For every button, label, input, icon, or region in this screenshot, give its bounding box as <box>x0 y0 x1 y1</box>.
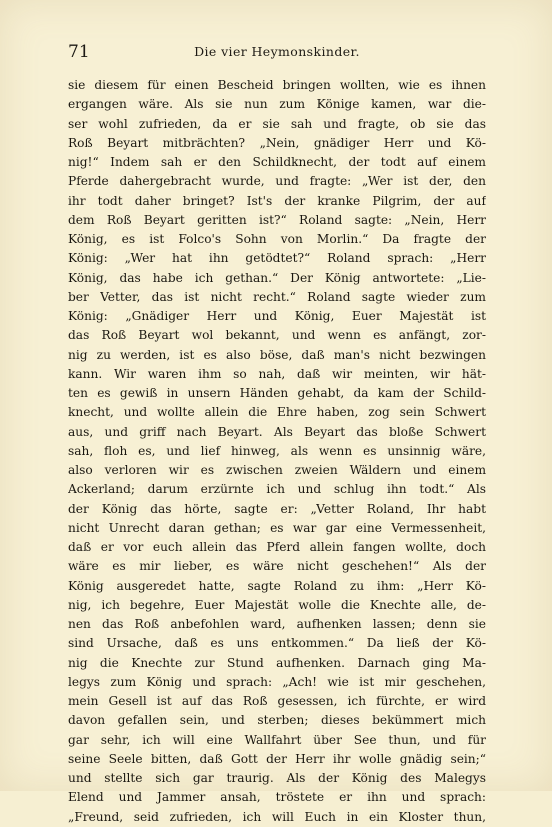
text-line: und stellte sich gar traurig. Als der König des Malegys <box>68 771 486 785</box>
text-line: nig zu werden, ist es also böse, daß man's nicht bezwingen <box>68 347 486 362</box>
text-line: König: „Gnädiger Herr und König, Euer Majestät ist <box>68 309 486 323</box>
text-line: König ausgeredet hatte, sagte Roland zu ihm: „Herr Kö- <box>68 578 486 593</box>
text-line: nig, ich begehre, Euer Majestät wolle die Knechte alle, de- <box>68 597 486 612</box>
text-line: daß er vor euch allein das Pferd allein fangen wollte, doch <box>68 540 486 554</box>
text-line: davon gefallen sein, und sterben; dieses bekümmert mich <box>68 713 486 728</box>
text-line: sah, floh es, und lief hinweg, als wenn es unsinnig wäre, <box>68 443 486 458</box>
text-line: sie diesem für einen Bescheid bringen wollten, wie es ihnen <box>68 78 486 92</box>
text-line: knecht, und wollte allein die Ehre haben, zog sein Schwert <box>68 405 486 420</box>
text-line: kann. Wir waren ihm so nah, daß wir meinten, wir hät- <box>68 366 486 381</box>
text-line: nen das Roß anbefohlen ward, aufhenken lassen; denn sie <box>68 617 486 631</box>
text-line: ihr todt daher bringet? Ist's der kranke Pilgrim, der auf <box>68 193 486 208</box>
text-line: wäre es mir lieber, es wäre nicht geschehen!“ Als der <box>68 559 486 574</box>
text-line: Ackerland; darum erzürnte ich und schlug ihn todt.“ Als <box>68 482 486 497</box>
text-line: „Freund, seid zufrieden, ich will Euch in ein Kloster thun, <box>68 809 486 824</box>
text-line: der König das hörte, sagte er: „Vetter Roland, Ihr habt <box>68 501 486 516</box>
text-line: das Roß Beyart wol bekannt, und wenn es anfängt, zor- <box>68 328 486 343</box>
text-line: Pferde dahergebracht wurde, und fragte: „Wer ist der, den <box>68 174 486 189</box>
text-line: König, es ist Folco's Sohn von Morlin.“ Da fragte der <box>68 232 486 246</box>
text-line: mein Gesell ist auf das Roß gesessen, ich fürchte, er wird <box>68 694 486 708</box>
text-line: aus, und griff nach Beyart. Als Beyart das bloße Schwert <box>68 424 486 439</box>
text-line: Elend und Jammer ansah, tröstete er ihn und sprach: <box>68 790 486 805</box>
text-line: König, das habe ich gethan.“ Der König antwortete: „Lie- <box>68 270 486 285</box>
text-line: ergangen wäre. Als sie nun zum Könige kamen, war die- <box>68 97 486 112</box>
text-line: nicht Unrecht daran gethan; es war gar eine Vermessenheit, <box>68 520 486 535</box>
text-line: dem Roß Beyart geritten ist?“ Roland sagte: „Nein, Herr <box>68 212 486 227</box>
page-number: 71 <box>68 42 90 62</box>
text-line: gar sehr, ich will eine Wallfahrt über See thun, und für <box>68 732 486 747</box>
text-line: nig!“ Indem sah er den Schildknecht, der todt auf einem <box>68 155 486 169</box>
text-line: ser wohl zufrieden, da er sie sah und fragte, ob sie das <box>68 116 486 131</box>
text-line: also verloren wir es zwischen zweien Wäldern und einem <box>68 463 486 477</box>
text-line: seine Seele bitten, daß Gott der Herr ihr wolle gnädig sein;“ <box>68 751 486 766</box>
text-line: ten es gewiß in unsern Händen gehabt, da kam der Schild- <box>68 386 486 400</box>
text-line: Roß Beyart mitbrächten? „Nein, gnädiger Herr und Kö- <box>68 135 486 150</box>
text-line: ber Vetter, das ist nicht recht.“ Roland sagte wieder zum <box>68 289 486 304</box>
text-line: legys zum König und sprach: „Ach! wie ist mir geschehen, <box>68 674 486 689</box>
page-header <box>68 42 486 62</box>
running-title: Die vier Heymonskinder. <box>194 44 360 59</box>
body-text <box>68 76 486 827</box>
text-line: König: „Wer hat ihn getödtet?“ Roland sprach: „Herr <box>68 251 486 266</box>
text-line: nig die Knechte zur Stund aufhenken. Darnach ging Ma- <box>68 655 486 670</box>
text-line: sind Ursache, daß es uns entkommen.“ Da ließ der Kö- <box>68 636 486 651</box>
